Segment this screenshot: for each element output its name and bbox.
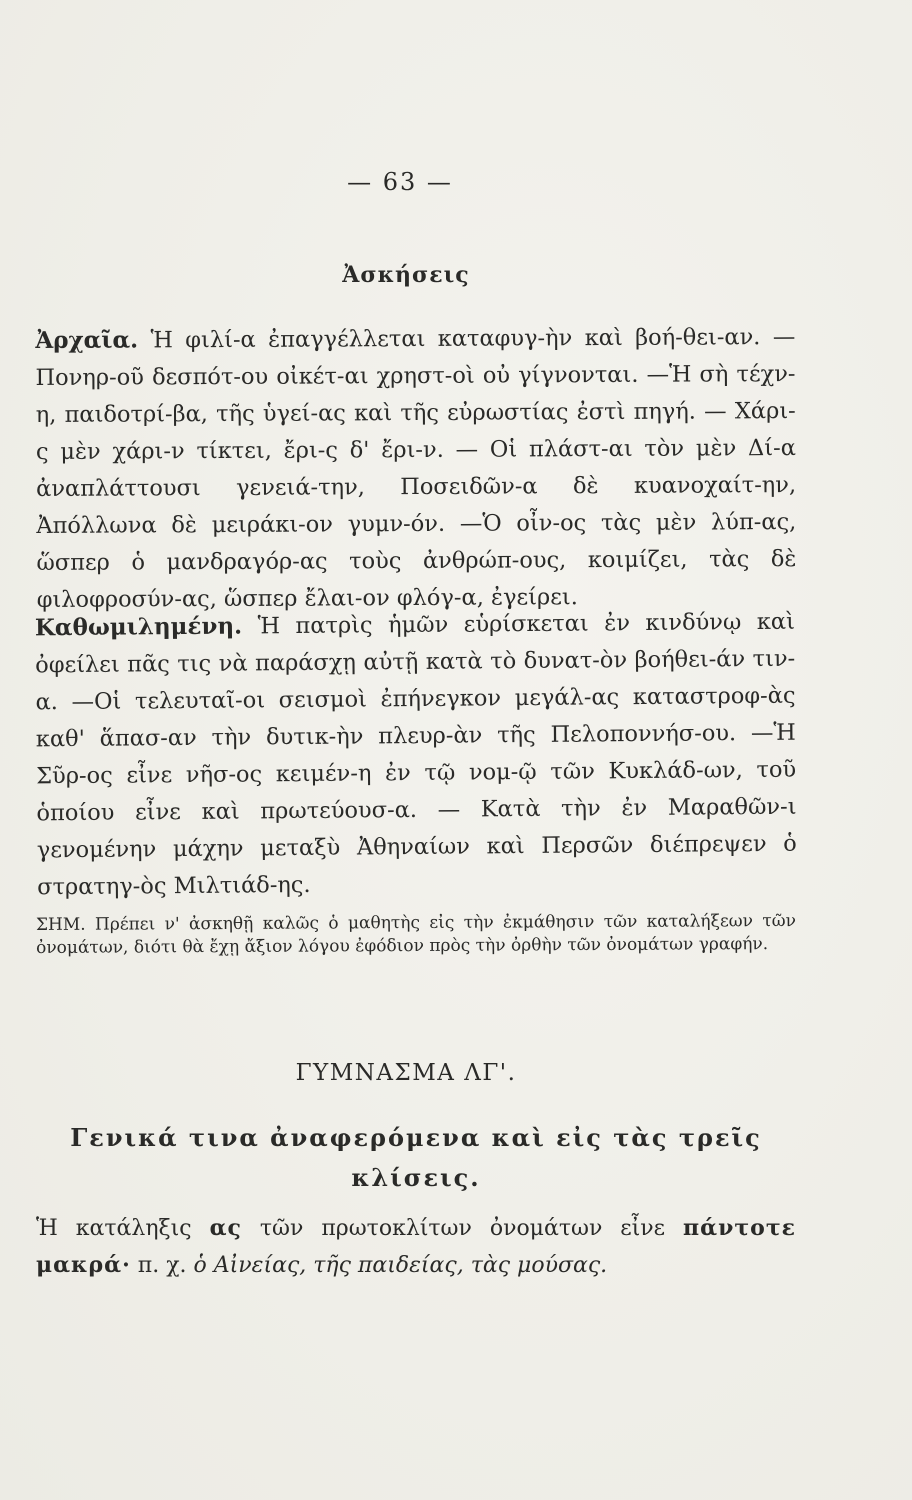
- exercises-heading: Ἀσκήσεις: [342, 262, 470, 288]
- rule-examples: ὁ Αἰνείας, τῆς παιδείας, τὰς μούσας.: [193, 1253, 608, 1278]
- rule-part-5: π. χ.: [137, 1253, 187, 1278]
- page-number: — 63 —: [347, 168, 453, 196]
- rule-part-1: Ἡ κατάληξις: [36, 1216, 192, 1241]
- section-ancient-label: Ἀρχαῖα.: [35, 326, 139, 354]
- section-modern-paragraph: [35, 603, 798, 907]
- section-ancient-paragraph: [35, 318, 797, 619]
- section-ancient-text: Ἡ φιλί-α ἐπαγγέλλεται καταφυγ-ὴν καὶ βοή-θει-αν. — Πονηρ-οῦ δεσπότ-ου οἰκέτ-αι χρηστ-οὶ οὐ γίγνονται. —Ἡ σὴ τέχν-η, παιδοτρί-βα, τῆς ὑγεί-ας καὶ τῆς εὐρωστίας ἐστὶ πηγή. — Χάρι-ς μὲν χάρι-ν τίκτει, ἔρι-ς δ' ἔρι-ν. — Οἱ πλάστ-αι τὸν μὲν Δί-α ἀναπλάττουσι γενειά-την, Ποσειδῶν-α δὲ κυανοχαίτ-ην, Ἀπόλλωνα δὲ μειράκι-ον γυμν-όν. —Ὁ οἶν-ος τὰς μὲν λύπ-ας, ὥσπερ ὁ μανδραγόρ-ας τοὺς ἀνθρώπ-ους, κοιμίζει, τὰς δὲ φιλοφροσύν-ας, ὥσπερ ἔλαι-ον φλόγ-α, ἐγείρει.: [35, 324, 797, 613]
- exercise-title: ΓΥΜΝΑΣΜΑ ΛΓ'.: [295, 1060, 517, 1086]
- exercise-subtitle: Γενικά τινα ἀναφερόμενα καὶ εἰς τὰς τρεῖς κλίσεις.: [70, 1123, 762, 1192]
- section-modern-text: Ἡ πατρὶς ἡμῶν εὑρίσκεται ἐν κινδύνῳ καὶ ὀφείλει πᾶς τις νὰ παράσχῃ αὐτῇ κατὰ τὸ δυνατ-ὸν βοήθει-άν τιν-α. —Οἱ τελευταῖ-οι σεισμοὶ ἐπήνεγκον μεγάλ-ας καταστροφ-ὰς καθ' ἅπασ-αν τὴν δυτικ-ὴν πλευρ-ὰν τῆς Πελοποννήσ-ου. —Ἡ Σῦρ-ος εἶνε νῆσ-ος κειμέν-η ἐν τῷ νομ-ῷ τῶν Κυκλάδ-ων, τοῦ ὁποίου εἶνε καὶ πρωτεύουσ-α. — Κατὰ τὴν ἐν Μαραθῶν-ι γενομένην μάχην μεταξὺ Ἀθηναίων καὶ Περσῶν διέπρεψεν ὁ στρατηγ-ὸς Μιλτιάδ-ης.: [35, 608, 797, 901]
- rule-emphasis: πάντοτε μακρά·: [36, 1215, 796, 1278]
- rule-part-3: τῶν πρωτοκλίτων ὀνομάτων εἶνε: [259, 1216, 666, 1241]
- section-modern-label: Καθωμιλημένη.: [34, 612, 243, 642]
- rule-paragraph: [36, 1210, 796, 1284]
- rule-ending: ας: [209, 1215, 242, 1241]
- footnote: ΣΗΜ. Πρέπει ν' ἀσκηθῇ καλῶς ὁ μαθητὴς εἰς τὴν ἐκμάθησιν τῶν καταλήξεων τῶν ὀνομάτων, διότι θὰ ἔχῃ ἄξιον λόγου ἐφόδιον πρὸς τὴν ὀρθὴν τῶν ὀνομάτων γραφήν.: [35, 911, 796, 958]
